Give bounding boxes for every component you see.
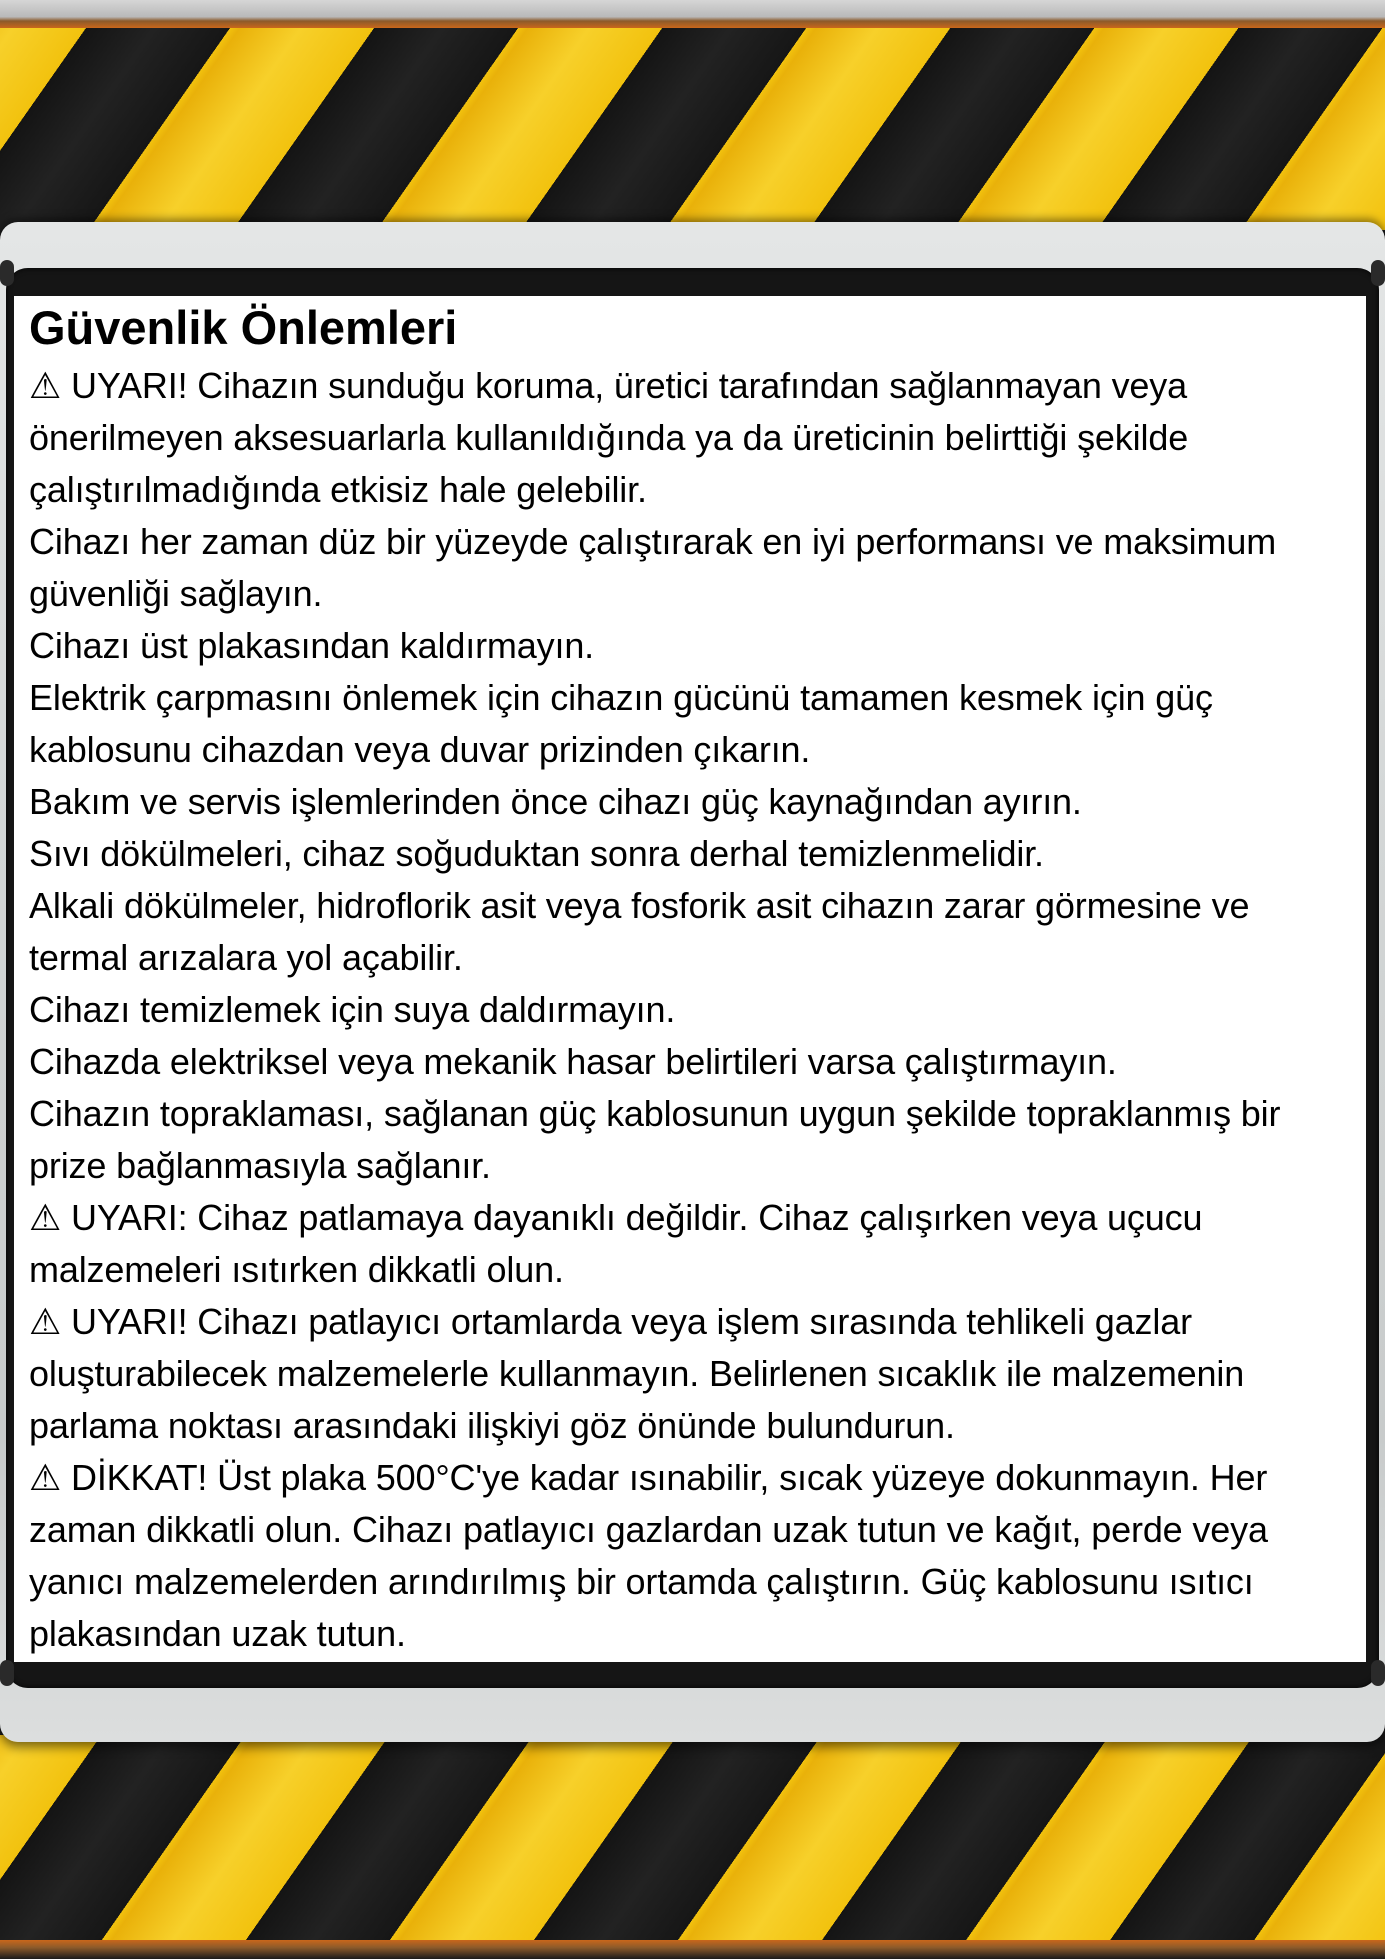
text-line: Cihazda elektriksel veya mekanik hasar belirtileri varsa çalıştırmayın. <box>29 1041 1117 1082</box>
text-line: kablosunu cihazdan veya duvar prizinden çıkarın. <box>29 729 811 770</box>
bolt-icon <box>0 260 14 286</box>
text-line: oluşturabilecek malzemelerle kullanmayın. Belirlenen sıcaklık ile malzemenin <box>29 1353 1245 1394</box>
text-line: plakasından uzak tutun. <box>29 1613 406 1654</box>
text-line: Cihazın topraklaması, sağlanan güç kablosunun uygun şekilde topraklanmış bir <box>29 1093 1281 1134</box>
text-line: ⚠ DİKKAT! Üst plaka 500°C'ye kadar ısınabilir, sıcak yüzeye dokunmayın. Her <box>29 1457 1268 1498</box>
text-line: çalıştırılmadığında etkisiz hale gelebilir. <box>29 469 647 510</box>
text-line: ⚠ UYARI! Cihazın sunduğu koruma, üretici tarafından sağlanmayan veya <box>29 365 1188 406</box>
text-line: Sıvı dökülmeleri, cihaz soğuduktan sonra derhal temizlenmelidir. <box>29 833 1044 874</box>
text-line: ⚠ UYARI! Cihazı patlayıcı ortamlarda veya işlem sırasında tehlikeli gazlar <box>29 1301 1192 1342</box>
page-title: Güvenlik Önlemleri <box>29 301 458 354</box>
text-line: yanıcı malzemelerden arındırılmış bir ortamda çalıştırın. Güç kablosunu ısıtıcı <box>29 1561 1254 1602</box>
text-line: malzemeleri ısıtırken dikkatli olun. <box>29 1249 564 1290</box>
text-line: Cihazı üst plakasından kaldırmayın. <box>29 625 595 666</box>
bolt-icon <box>1371 260 1385 286</box>
bolt-icon <box>1371 1660 1385 1686</box>
text-line: Bakım ve servis işlemlerinden önce cihazı güç kaynağından ayırın. <box>29 781 1082 822</box>
text-line: önerilmeyen aksesuarlarla kullanıldığında ya da üreticinin belirttiği şekilde <box>29 417 1189 458</box>
text-line: ⚠ UYARI: Cihaz patlamaya dayanıklı değildir. Cihaz çalışırken veya uçucu <box>29 1197 1203 1238</box>
hazard-stripes-top <box>0 0 1385 230</box>
text-line: termal arızalara yol açabilir. <box>29 937 463 978</box>
text-line: Cihazı her zaman düz bir yüzeyde çalıştırarak en iyi performansı ve maksimum <box>29 521 1277 562</box>
text-line: zaman dikkatli olun. Cihazı patlayıcı gazlardan uzak tutun ve kağıt, perde veya <box>29 1509 1268 1550</box>
text-line: Elektrik çarpmasını önlemek için cihazın gücünü tamamen kesmek için güç <box>29 677 1213 718</box>
text-line: parlama noktası arasındaki ilişkiyi göz önünde bulundurun. <box>29 1405 955 1446</box>
bolt-icon <box>0 1660 14 1686</box>
bottom-rail <box>0 1940 1385 1959</box>
top-rail <box>0 0 1385 28</box>
text-line: Alkali dökülmeler, hidroflorik asit veya fosforik asit cihazın zarar görmesine ve <box>29 885 1250 926</box>
text-line: güvenliği sağlayın. <box>29 573 323 614</box>
safety-text-panel <box>14 296 1366 1662</box>
hazard-stripes-bottom <box>0 1735 1385 1959</box>
text-line: Cihazı temizlemek için suya daldırmayın. <box>29 989 676 1030</box>
text-line: prize bağlanmasıyla sağlanır. <box>29 1145 491 1186</box>
safety-instructions-list <box>29 360 1366 1660</box>
